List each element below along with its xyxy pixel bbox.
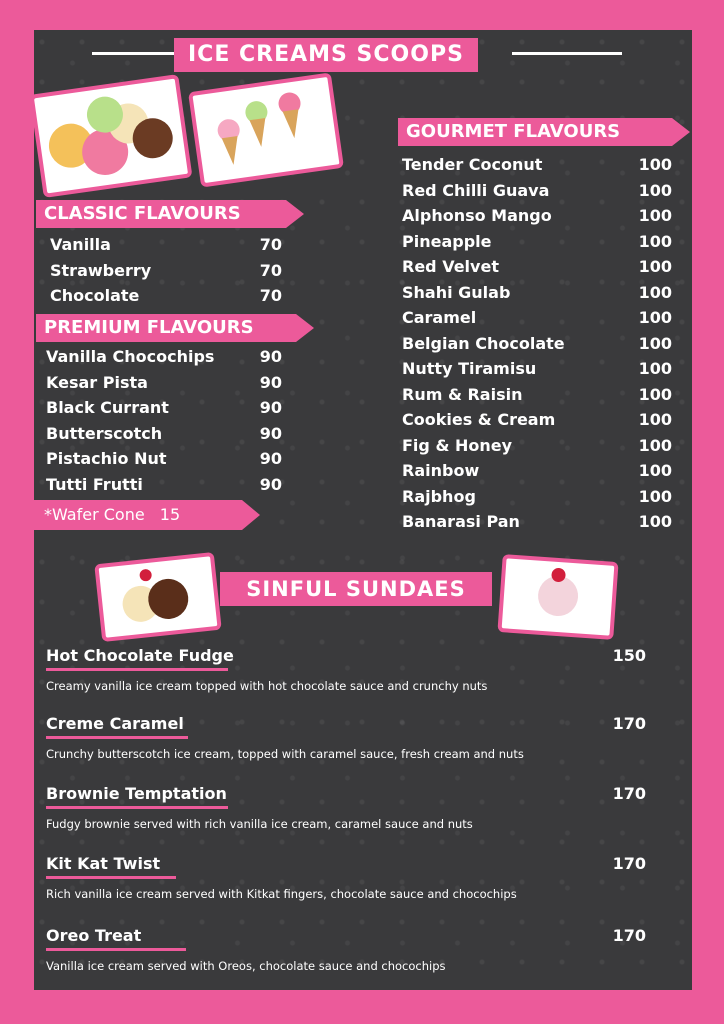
- sundae-photo-left: [94, 552, 221, 642]
- sundae-item: [46, 646, 646, 693]
- list-item: Pistachio Nut 90: [46, 449, 282, 468]
- sundae-price: 170: [612, 714, 646, 733]
- sundaes-title: SINFUL SUNDAES: [220, 572, 492, 606]
- list-item: Vanilla Chocochips 90: [46, 347, 282, 366]
- list-item: Alphonso Mango 100: [402, 206, 672, 225]
- list-item: Black Currant 90: [46, 398, 282, 417]
- list-item: Red Velvet 100: [402, 257, 672, 276]
- underline: [46, 806, 228, 809]
- underline: [46, 668, 228, 671]
- list-item: Shahi Gulab 100: [402, 282, 672, 302]
- sundae-price: 150: [612, 646, 646, 665]
- sundae-photo-right: [497, 554, 618, 640]
- underline: [46, 876, 176, 879]
- classic-title: CLASSIC FLAVOURS: [36, 200, 286, 228]
- list-item: Pineapple 100: [402, 231, 672, 251]
- sundae-name: Creme Caramel: [46, 714, 184, 733]
- sundae-item: [46, 854, 646, 901]
- sundae-name: Brownie Temptation: [46, 784, 227, 803]
- list-item: Belgian Chocolate 100: [402, 333, 672, 353]
- list-item: Nutty Tiramisu 100: [402, 359, 672, 378]
- list-item: Strawberry 70: [50, 260, 282, 280]
- sundae-price: 170: [612, 784, 646, 803]
- title-line-right: [512, 52, 622, 55]
- sundae-item: [46, 926, 646, 973]
- sundae-name: Hot Chocolate Fudge: [46, 646, 234, 665]
- sundae-price: 170: [612, 854, 646, 873]
- page-title: ICE CREAMS SCOOPS: [174, 38, 478, 72]
- sundae-desc: Rich vanilla ice cream served with Kitkat fingers, chocolate sauce and chocochips: [46, 887, 517, 901]
- scoops-photo: [29, 74, 192, 198]
- sundae-price: 170: [612, 926, 646, 945]
- sundae-desc: Crunchy butterscotch ice cream, topped with caramel sauce, fresh cream and nuts: [46, 747, 524, 761]
- list-item: Fig & Honey 100: [402, 435, 672, 455]
- title-line-left: [92, 52, 182, 55]
- sundae-name: Oreo Treat: [46, 926, 142, 945]
- classic-list: [50, 232, 282, 309]
- list-item: Tender Coconut 100: [402, 155, 672, 174]
- list-item: Rainbow 100: [402, 461, 672, 480]
- sundae-desc: Fudgy brownie served with rich vanilla ice cream, caramel sauce and nuts: [46, 817, 473, 831]
- list-item: Kesar Pista 90: [46, 372, 282, 392]
- sundae-name: Kit Kat Twist: [46, 854, 161, 873]
- wafer-label: *Wafer Cone: [44, 505, 145, 524]
- list-item: Rum & Raisin 100: [402, 384, 672, 404]
- list-item: Butterscotch 90: [46, 423, 282, 443]
- list-item: Rajbhog 100: [402, 486, 672, 506]
- sundae-item: [46, 784, 646, 831]
- gourmet-title: GOURMET FLAVOURS: [398, 118, 672, 146]
- list-item: Caramel 100: [402, 308, 672, 327]
- list-item: Red Chilli Guava 100: [402, 180, 672, 200]
- cones-photo: [188, 72, 344, 187]
- list-item: Cookies & Cream 100: [402, 410, 672, 429]
- list-item: Chocolate 70: [50, 286, 282, 305]
- wafer-cone-note: [34, 500, 242, 530]
- list-item: Tutti Frutti 90: [46, 474, 282, 494]
- list-item: Banarasi Pan 100: [402, 512, 672, 531]
- gourmet-list: [402, 152, 672, 535]
- underline: [46, 736, 188, 739]
- sundae-item: [46, 714, 646, 761]
- underline: [46, 948, 186, 951]
- sundae-desc: Vanilla ice cream served with Oreos, chocolate sauce and chocochips: [46, 959, 446, 973]
- list-item: Vanilla 70: [50, 235, 282, 254]
- wafer-price: 15: [159, 505, 181, 524]
- sundae-desc: Creamy vanilla ice cream topped with hot chocolate sauce and crunchy nuts: [46, 679, 488, 693]
- premium-list: [46, 344, 282, 497]
- premium-title: PREMIUM FLAVOURS: [36, 314, 296, 342]
